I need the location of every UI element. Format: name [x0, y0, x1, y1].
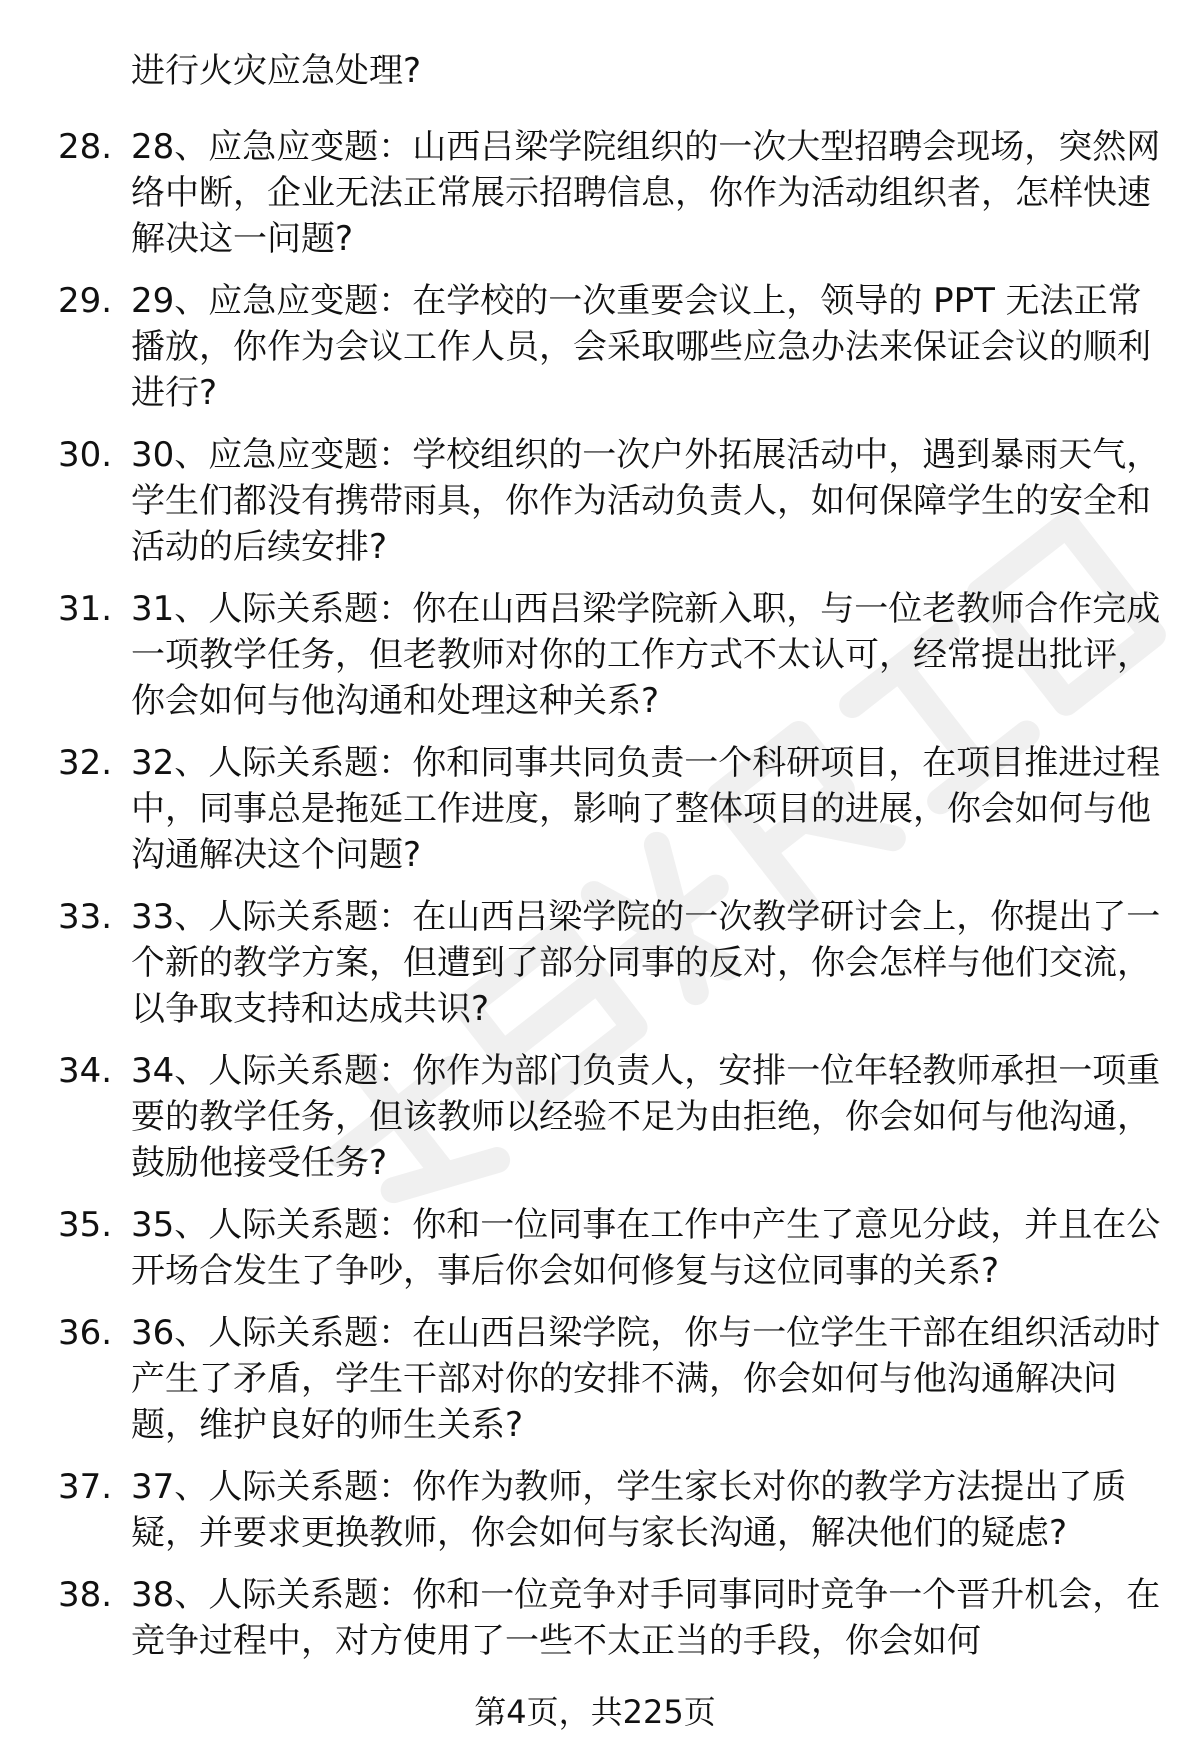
question-text: 31、人际关系题：你在山西吕梁学院新入职，与一位老教师合作完成一项教学任务，但老教师对你的工作方式不太认可，经常提出批评，你会如何与他沟通和处理这种关系? [131, 589, 1161, 721]
question-number: 33. [58, 897, 113, 937]
question-item [0, 1572, 1190, 1664]
question-list [0, 124, 1190, 1680]
question-number: 30. [58, 435, 113, 475]
question-number: 28. [58, 127, 113, 167]
question-text: 37、人际关系题：你作为教师，学生家长对你的教学方法提出了质疑，并要求更换教师，你会如何与家长沟通，解决他们的疑虑? [131, 1467, 1127, 1553]
question-number: 34. [58, 1051, 113, 1091]
question-item [0, 740, 1190, 878]
question-text: 28、应急应变题：山西吕梁学院组织的一次大型招聘会现场，突然网络中断，企业无法正常展示招聘信息，你作为活动组织者，怎样快速解决这一问题? [131, 127, 1161, 259]
question-text: 34、人际关系题：你作为部门负责人，安排一位年轻教师承担一项重要的教学任务，但该教师以经验不足为由拒绝，你会如何与他沟通，鼓励他接受任务? [131, 1051, 1161, 1183]
question-number: 38. [58, 1575, 113, 1615]
question-number: 35. [58, 1205, 113, 1245]
question-item [0, 432, 1190, 570]
question-item [0, 586, 1190, 724]
question-item [0, 1202, 1190, 1294]
question-item [0, 894, 1190, 1032]
question-text: 38、人际关系题：你和一位竞争对手同事同时竞争一个晋升机会，在竞争过程中，对方使用了一些不太正当的手段，你会如何 [131, 1575, 1161, 1661]
question-number: 36. [58, 1313, 113, 1353]
question-text: 36、人际关系题：在山西吕梁学院，你与一位学生干部在组织活动时产生了矛盾，学生干部对你的安排不满，你会如何与他沟通解决问题，维护良好的师生关系? [131, 1313, 1161, 1445]
question-number: 31. [58, 589, 113, 629]
question-number: 29. [58, 281, 113, 321]
continuation-line: 进行火灾应急处理? [131, 51, 422, 91]
question-number: 37. [58, 1467, 113, 1507]
page-footer: 第4页，共225页 [474, 1693, 716, 1731]
question-item [0, 278, 1190, 416]
question-item [0, 1464, 1190, 1556]
question-text: 35、人际关系题：你和一位同事在工作中产生了意见分歧，并且在公开场合发生了争吵，事后你会如何修复与这位同事的关系? [131, 1205, 1161, 1291]
question-number: 32. [58, 743, 113, 783]
question-item [0, 1310, 1190, 1448]
question-text: 30、应急应变题：学校组织的一次户外拓展活动中，遇到暴雨天气，学生们都没有携带雨具，你作为活动负责人，如何保障学生的安全和活动的后续安排? [131, 435, 1161, 567]
question-item [0, 124, 1190, 262]
question-text: 29、应急应变题：在学校的一次重要会议上，领导的 PPT 无法正常播放，你作为会议工作人员，会采取哪些应急办法来保证会议的顺利进行? [131, 281, 1151, 413]
question-item [0, 1048, 1190, 1186]
question-text: 32、人际关系题：你和同事共同负责一个科研项目，在项目推进过程中，同事总是拖延工作进度，影响了整体项目的进展，你会如何与他沟通解决这个问题? [131, 743, 1161, 875]
question-text: 33、人际关系题：在山西吕梁学院的一次教学研讨会上，你提出了一个新的教学方案，但遭到了部分同事的反对，你会怎样与他们交流，以争取支持和达成共识? [131, 897, 1161, 1029]
